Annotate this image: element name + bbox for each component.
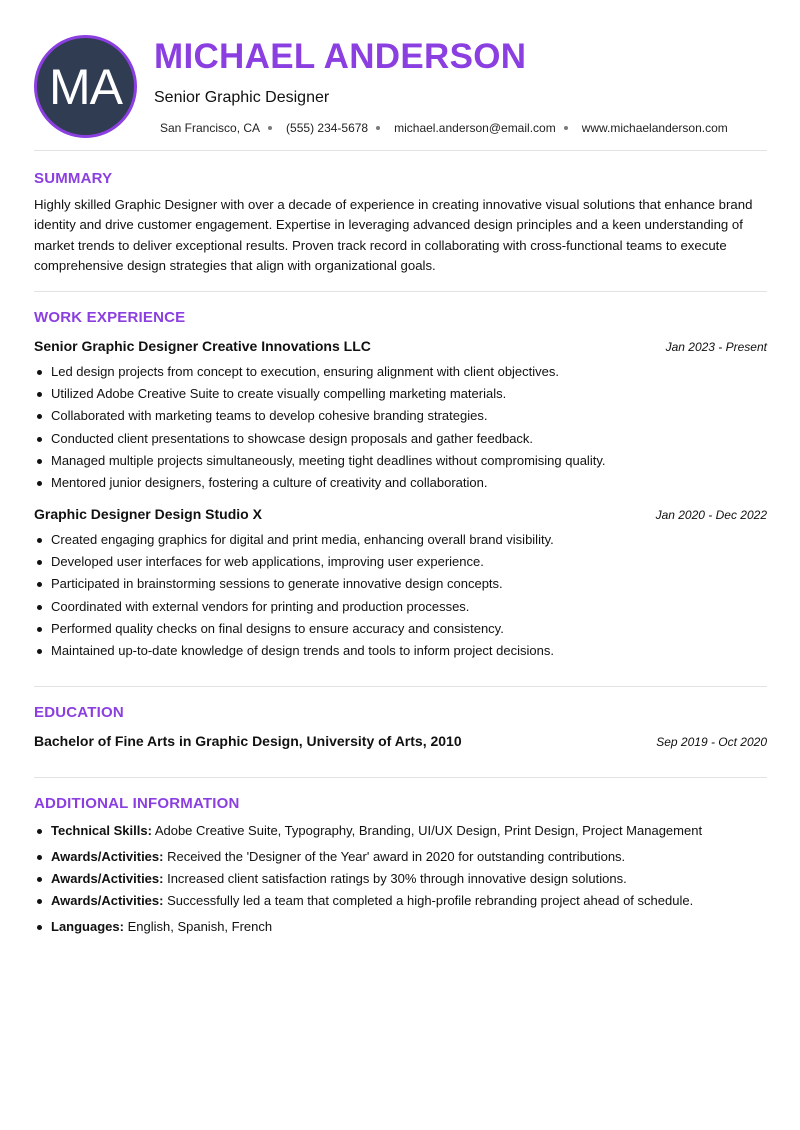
candidate-name: MICHAEL ANDERSON xyxy=(154,37,527,76)
avatar-initials: MA xyxy=(49,58,122,115)
list-item xyxy=(34,822,767,840)
list-item xyxy=(34,870,767,888)
info-label: Awards/Activities: xyxy=(51,849,164,864)
info-label: Awards/Activities: xyxy=(51,893,164,908)
info-text: Increased client satisfaction ratings by 30% through innovative design solutions. xyxy=(163,871,627,886)
separator-dot xyxy=(376,126,380,130)
education-heading: EDUCATION xyxy=(34,704,124,721)
list-item: Collaborated with marketing teams to develop cohesive branding strategies. xyxy=(34,407,767,429)
list-item: Maintained up-to-date knowledge of design trends and tools to inform project decisions. xyxy=(34,642,767,664)
list-item: Managed multiple projects simultaneously, meeting tight deadlines without compromising quality. xyxy=(34,452,767,474)
info-text: Adobe Creative Suite, Typography, Branding, UI/UX Design, Print Design, Project Management xyxy=(151,823,703,838)
info-label: Awards/Activities: xyxy=(51,871,164,886)
avatar xyxy=(34,35,137,138)
info-label: Languages: xyxy=(51,919,124,934)
contact-website[interactable]: www.michaelanderson.com xyxy=(581,121,728,135)
job-bullet-list xyxy=(34,363,767,496)
summary-text: Highly skilled Graphic Designer with over a decade of experience in creating innovative visual solutions that enhance brand identity and drive customer engagement. Expertise in leveraging advanced design principles and a keen understanding of market trends to deliver exceptional results. Proven track record in collaborating with cross-functional teams to execute comprehensive design strategies that align with organizational goals. xyxy=(34,197,753,273)
separator-dot xyxy=(564,126,568,130)
contact-phone: (555) 234-5678 xyxy=(286,121,369,135)
list-item: Mentored junior designers, fostering a culture of creativity and collaboration. xyxy=(34,474,767,496)
info-label: Technical Skills: xyxy=(51,823,152,838)
education-dates: Sep 2019 - Oct 2020 xyxy=(656,735,767,749)
list-item: Developed user interfaces for web applications, improving user experience. xyxy=(34,553,767,575)
contact-location: San Francisco, CA xyxy=(160,121,261,135)
job-title: Graphic Designer Design Studio X xyxy=(34,506,262,522)
job-dates: Jan 2020 - Dec 2022 xyxy=(655,508,767,522)
list-item: Led design projects from concept to execution, ensuring alignment with client objectives. xyxy=(34,363,767,385)
section-divider xyxy=(34,777,767,778)
list-item: Utilized Adobe Creative Suite to create visually compelling marketing materials. xyxy=(34,385,767,407)
list-item: Created engaging graphics for digital and print media, enhancing overall brand visibility. xyxy=(34,531,767,553)
list-item: Performed quality checks on final designs to ensure accuracy and consistency. xyxy=(34,620,767,642)
work-experience-heading: WORK EXPERIENCE xyxy=(34,309,186,326)
contact-line xyxy=(160,120,728,136)
separator-dot xyxy=(268,126,272,130)
list-item xyxy=(34,892,767,910)
list-item: Participated in brainstorming sessions to generate innovative design concepts. xyxy=(34,575,767,597)
list-item: Coordinated with external vendors for printing and production processes. xyxy=(34,598,767,620)
additional-info-list xyxy=(34,822,767,936)
job-title: Senior Graphic Designer Creative Innovations LLC xyxy=(34,338,371,354)
info-text: English, Spanish, French xyxy=(123,919,273,934)
info-text: Successfully led a team that completed a high-profile rebranding project ahead of schedule. xyxy=(163,893,694,908)
list-item: Conducted client presentations to showcase design proposals and gather feedback. xyxy=(34,430,767,452)
job-bullet-list xyxy=(34,531,767,664)
list-item xyxy=(34,918,767,936)
list-item xyxy=(34,848,767,866)
section-divider xyxy=(34,150,767,151)
additional-info-heading: ADDITIONAL INFORMATION xyxy=(34,795,240,812)
section-divider xyxy=(34,686,767,687)
candidate-role: Senior Graphic Designer xyxy=(154,89,330,106)
job-dates: Jan 2023 - Present xyxy=(665,340,767,354)
contact-email[interactable]: michael.anderson@email.com xyxy=(394,121,556,135)
summary-heading: SUMMARY xyxy=(34,170,113,187)
job-header xyxy=(34,506,767,524)
info-text: Received the 'Designer of the Year' award in 2020 for outstanding contributions. xyxy=(163,849,626,864)
section-divider xyxy=(34,291,767,292)
job-header xyxy=(34,338,767,356)
degree-title: Bachelor of Fine Arts in Graphic Design, University of Arts, 2010 xyxy=(34,733,462,749)
education-header xyxy=(34,733,767,751)
